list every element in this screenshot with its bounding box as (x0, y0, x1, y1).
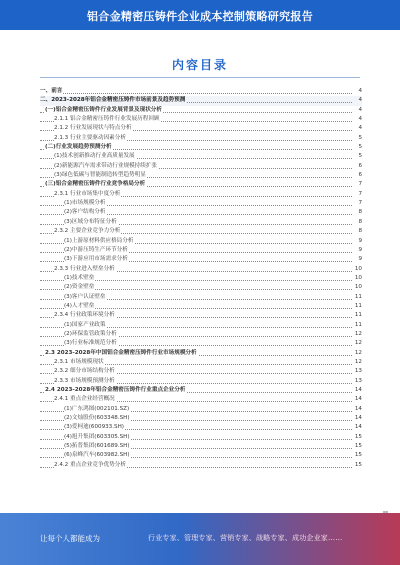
toc-entry-title: (二)行业发展趋势预测分析 (45, 143, 113, 152)
toc-entry-page: 4 (353, 96, 362, 105)
toc-entry-page: 5 (353, 152, 362, 161)
toc-entry[interactable] (40, 461, 362, 470)
toc-entry[interactable] (40, 218, 362, 227)
toc-entry-title: (4)人才壁垒 (64, 302, 95, 311)
toc-entry-page: 14 (353, 395, 362, 404)
toc-entry-title: (3)区域分布特征分析 (64, 218, 118, 227)
toc-entry-title: 二、2023-2028年铝合金精密压铸件市场前景及趋势预测 (40, 96, 186, 105)
toc-entry-title: (1)技术壁垒 (64, 274, 95, 283)
toc-entry-title: (4)旭升集团(603305.SH) (64, 433, 131, 442)
toc-entry-page: 14 (353, 405, 362, 414)
toc-entry-title: (2)新能源汽车需求带动行业规模持续扩张 (54, 162, 158, 171)
toc-entry[interactable] (40, 152, 362, 161)
toc-entry[interactable] (40, 386, 362, 395)
toc-entry-page: 7 (353, 190, 362, 199)
toc-entry-page: 4 (353, 124, 362, 133)
footer-slogan: 让每个人都能成为 (40, 534, 100, 543)
toc-entry-page: 4 (353, 115, 362, 124)
toc-entry-title: (1)上游原材料供应格局分析 (64, 237, 134, 246)
toc-entry-title: 2.3.3 行业进入壁垒分析 (54, 265, 116, 274)
toc-entry-page: 11 (353, 311, 362, 320)
toc-entry[interactable] (40, 395, 362, 404)
toc-entry-title: 2.3.3 市场规模预测分析 (54, 377, 116, 386)
toc-entry-title: 2.4.2 重点企业竞争优势分析 (54, 461, 127, 470)
toc-entry[interactable] (40, 237, 362, 246)
toc-entry[interactable] (40, 115, 362, 124)
toc-entry-title: (1)广东鸿图(002101.SZ) (64, 405, 130, 414)
toc-entry[interactable] (40, 199, 362, 208)
toc-entry[interactable] (40, 255, 362, 264)
toc-entry-title: 2.3 2023-2028年中国铝合金精密压铸件行业市场规模分析 (45, 349, 198, 358)
toc-entry-page: 15 (353, 451, 362, 460)
toc-entry-page: 9 (353, 237, 362, 246)
toc-entry-page: 10 (353, 283, 362, 292)
toc-divider (40, 77, 360, 78)
toc-entry[interactable] (40, 96, 362, 105)
toc-entry-title: (1)技术创新推动行业高质量发展 (54, 152, 136, 161)
toc-entry-title: 2.3.2 主要企业竞争力分析 (54, 227, 121, 236)
toc-entry[interactable] (40, 451, 362, 460)
toc-entry-page: 4 (353, 87, 362, 96)
toc-entry-page: 14 (353, 386, 362, 395)
toc-entry[interactable] (40, 442, 362, 451)
toc-entry-title: (2)文灿股份(603348.SH) (64, 414, 131, 423)
toc-entry-title: (3)绿色低碳与智能制造转型趋势明显 (54, 171, 147, 180)
toc-entry[interactable] (40, 349, 362, 358)
toc-entry-title: (2)客户结构分析 (64, 208, 107, 217)
toc-entry-title: (6)泉峰汽车(603982.SH) (64, 451, 131, 460)
toc-entry-page: 11 (353, 293, 362, 302)
toc-entry-title: 2.3.1 市场规模现状 (54, 358, 105, 367)
toc-entry-page: 14 (353, 423, 362, 432)
toc-entry-page: 10 (353, 274, 362, 283)
toc-entry[interactable] (40, 274, 362, 283)
toc-entry[interactable] (40, 321, 362, 330)
toc-entry[interactable] (40, 367, 362, 376)
toc-entry-page: 8 (353, 227, 362, 236)
toc-entry-title: 2.1.3 行业主要驱动因素分析 (54, 134, 127, 143)
toc-entry-title: (3)爱柯迪(600933.SH) (64, 423, 125, 432)
toc-entry[interactable] (40, 87, 362, 96)
toc-entry[interactable] (40, 330, 362, 339)
toc-entry-page: 14 (353, 414, 362, 423)
toc-entry[interactable] (40, 143, 362, 152)
toc-entry-page: 13 (353, 377, 362, 386)
toc-entry-page: 8 (353, 208, 362, 217)
toc-entry[interactable] (40, 414, 362, 423)
toc-entry[interactable] (40, 283, 362, 292)
toc-entry-page: 12 (353, 358, 362, 367)
toc-entry-title: (2)资金壁垒 (64, 283, 95, 292)
toc-entry[interactable] (40, 358, 362, 367)
toc-heading: 内容目录 (171, 58, 228, 72)
toc-entry[interactable] (40, 246, 362, 255)
toc-entry-page: 6 (353, 171, 362, 180)
toc-entry-title: 2.3.4 行业政策环境分析 (54, 311, 116, 320)
toc-entry-page: 7 (353, 199, 362, 208)
toc-entry-page: 12 (353, 339, 362, 348)
toc-entry-page: 9 (353, 255, 362, 264)
toc-entry[interactable] (40, 180, 362, 189)
toc-entry-page: 4 (353, 106, 362, 115)
toc-entry-page: 7 (353, 180, 362, 189)
toc-entry-title: (一)铝合金精密压铸件行业发展背景及现状分析 (45, 106, 163, 115)
toc-entry[interactable] (40, 162, 362, 171)
toc-entry-title: (3)行业标准规范分析 (64, 339, 118, 348)
toc-entry-page: 13 (353, 367, 362, 376)
toc-entry-title: 2.4.1 重点企业经营概况 (54, 395, 116, 404)
toc-entry[interactable] (40, 433, 362, 442)
toc-entry-title: 一、前言 (40, 87, 63, 96)
toc-entry-title: (2)中游压铸生产环节分析 (64, 246, 129, 255)
toc-entry-page: 12 (353, 349, 362, 358)
toc-entry-title: (1)国家产业政策 (64, 321, 107, 330)
report-title: 铝合金精密压铸件企业成本控制策略研究报告 (87, 10, 313, 23)
toc-entry-page: 5 (353, 143, 362, 152)
toc-entry[interactable] (40, 171, 362, 180)
footer-tags: 行业专家、管理专家、营销专家、战略专家、成功企业家…… (148, 534, 343, 542)
toc-entry[interactable] (40, 124, 362, 133)
header-banner (0, 0, 400, 30)
toc-entry[interactable] (40, 302, 362, 311)
toc-entry-title: 2.1.1 铝合金精密压铸件行业发展历程回顾 (54, 115, 161, 124)
toc-entry[interactable] (40, 190, 362, 199)
toc-entry[interactable] (40, 339, 362, 348)
toc-entry-page: 15 (353, 461, 362, 470)
toc-entry-title: (1)市场规模分析 (64, 199, 107, 208)
footer-banner (0, 513, 400, 565)
toc-entry-title: 2.3.2 细分市场结构分析 (54, 367, 116, 376)
toc-entry[interactable] (40, 405, 362, 414)
toc-entry-title: (3)客户认证壁垒 (64, 293, 107, 302)
toc-entry-title: (2)环保监管政策分析 (64, 330, 118, 339)
toc-entry[interactable] (40, 227, 362, 236)
toc-entry-page: 15 (353, 442, 362, 451)
toc-entry-page: 15 (353, 433, 362, 442)
toc-entry[interactable] (40, 293, 362, 302)
toc-entry-title: 2.3.1 行业市场集中度分析 (54, 190, 121, 199)
toc-entry-title: 2.1.2 行业发展现状与特点分析 (54, 124, 133, 133)
toc-entry[interactable] (40, 208, 362, 217)
toc-entry-page: 6 (353, 162, 362, 171)
toc-entry-page: 9 (353, 246, 362, 255)
toc-entry-page: 11 (353, 321, 362, 330)
toc-entry-page: 5 (353, 134, 362, 143)
toc-entry[interactable] (40, 311, 362, 320)
toc-entry-title: (5)拓普集团(601689.SH) (64, 442, 131, 451)
toc-entry-title: 2.4 2023-2028年铝合金精密压铸件行业重点企业分析 (45, 386, 186, 395)
dot-leader (40, 93, 352, 94)
toc-entry-title: (三)铝合金精密压铸件行业竞争格局分析 (45, 180, 146, 189)
toc-entry[interactable] (40, 106, 362, 115)
toc-entry[interactable] (40, 377, 362, 386)
toc-entry[interactable] (40, 265, 362, 274)
toc-entry-title: (3)下游应用市场需求分析 (64, 255, 129, 264)
toc-entry[interactable] (40, 134, 362, 143)
toc-entry-page: 12 (353, 330, 362, 339)
toc-entry-page: 11 (353, 302, 362, 311)
table-of-contents (40, 87, 362, 470)
toc-entry-page: 10 (353, 265, 362, 274)
toc-entry-page: 8 (353, 218, 362, 227)
toc-entry[interactable] (40, 423, 362, 432)
